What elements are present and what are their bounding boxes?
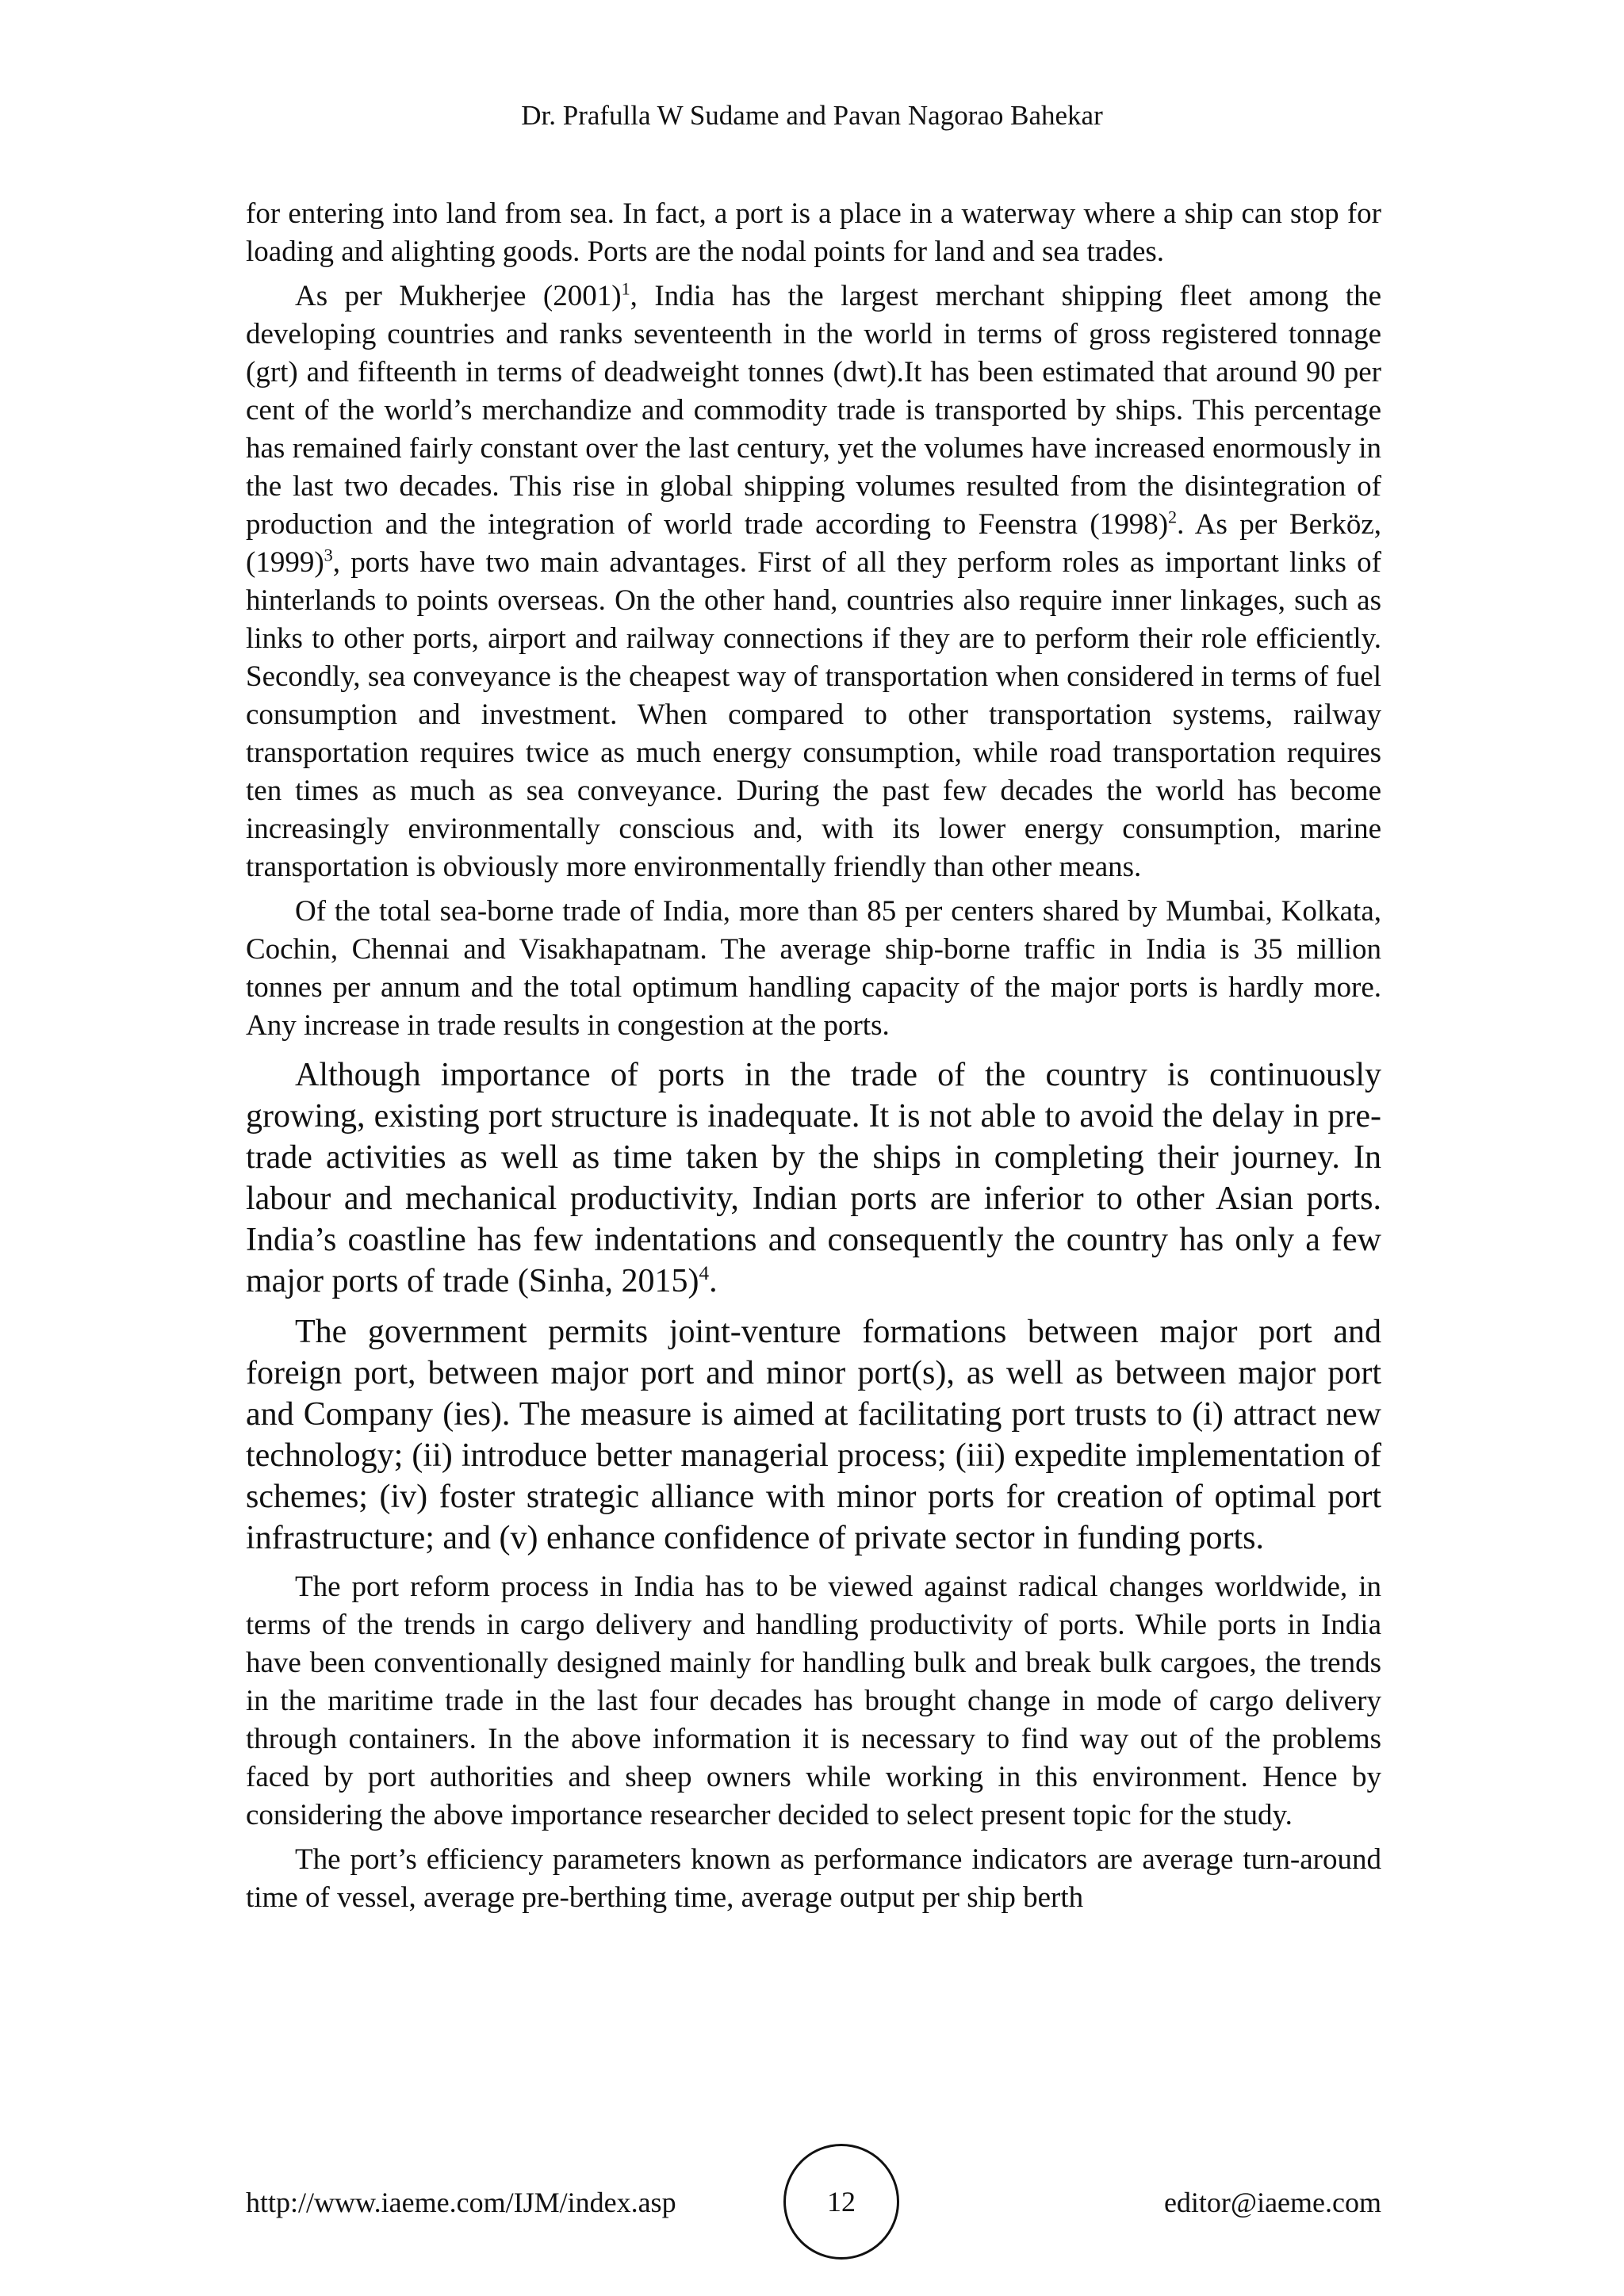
footnote-ref-1: 1 (621, 278, 630, 299)
paragraph-6: The port reform process in India has to be viewed against radical changes worldwide, in terms of the trends in cargo delivery and handling productivity of ports. While ports in India have been conventionally designed mainly for handling bulk and break bulk cargoes, the trends in the maritime trade in the last four decades has brought change in mode of cargo delivery through containers. In the above information it is necessary to find way out of the problems faced by port authorities and sheep owners while working in this environment. Hence by considering the above importance researcher decided to select present topic for the study. (246, 1571, 1381, 1831)
footnote-ref-2: 2 (1168, 507, 1178, 527)
p4-text-a: Although importance of ports in the trade of the country is continuously growing, existing port structure is inadequate. It is not able to avoid the delay in pre-trade activities as well as time taken by the ships in completing their journey. In labour and mechanical productivity, Indian ports are inferior to other Asian ports. India’s coastline has few indentations and consequently the country has only a few major ports of trade (Sinha, 2015) (246, 1057, 1381, 1299)
journal-url-link[interactable]: http://www.iaeme.com/IJM/index.asp (246, 2187, 676, 2218)
footnote-ref-3: 3 (324, 545, 333, 565)
article-body (246, 195, 1381, 1917)
paragraph-2 (246, 277, 1381, 886)
paragraph-7: The port’s efficiency parameters known as performance indicators are average turn-around time of vessel, average pre-berthing time, average output per ship berth (246, 1843, 1381, 1914)
p2-text-d: , ports have two main advantages. First of all they perform roles as important links of hinterlands to points overseas. On the other hand, countries also require inner linkages, such as links to other ports, airport and railway connections if they are to perform their role efficiently. Secondly, sea conveyance is the cheapest way of transportation when considered in terms of fuel consumption and investment. When compared to other transportation systems, railway transportation requires twice as much energy consumption, while road transportation requires ten times as much as sea conveyance. During the past few decades the world has become increasingly environmentally conscious and, with its lower energy consumption, marine transportation is obviously more environmentally friendly than other means. (246, 546, 1381, 883)
paragraph-3: Of the total sea-borne trade of India, more than 85 per centers shared by Mumbai, Kolkata, Cochin, Chennai and Visakhapatnam. The average ship-borne traffic in India is 35 million tonnes per annum and the total optimum handling capacity of the major ports is hardly more. Any increase in trade results in congestion at the ports. (246, 895, 1381, 1042)
paragraph-1: for entering into land from sea. In fact, a port is a place in a waterway where a ship can stop for loading and alighting goods. Ports are the nodal points for land and sea trades. (246, 197, 1381, 268)
paragraph-4 (246, 1054, 1381, 1302)
page-number (783, 2144, 899, 2260)
editor-email-link[interactable]: editor@iaeme.com (1163, 2187, 1381, 2218)
p4-text-b: . (709, 1263, 718, 1299)
p2-text-a: As per Mukherjee (2001) (295, 280, 622, 312)
page-footer (246, 2144, 1381, 2255)
p2-text-c: . As per Berköz, (1999) (246, 508, 1381, 579)
p2-text-b: , India has the largest merchant shipping fleet among the developing countries and ranks seventeenth in the world in terms of gross registered tonnage (grt) and fifteenth in terms of deadweight tonnes (dwt).It has been estimated that around 90 per cent of the world’s merchandize and commodity trade is transported by ships. This percentage has remained fairly constant over the last century, yet the volumes have increased enormously in the last two decades. This rise in global shipping volumes resulted from the disintegration of production and the integration of world trade according to Feenstra (1998) (246, 280, 1381, 541)
running-header: Dr. Prafulla W Sudame and Pavan Nagorao Bahekar (521, 100, 1103, 131)
paragraph-5: The government permits joint-venture formations between major port and foreign port, between major port and minor port(s), as well as between major port and Company (ies). The measure is aimed at facilitating port trusts to (i) attract new technology; (ii) introduce better managerial process; (iii) expedite implementation of schemes; (iv) foster strategic alliance with minor ports for creation of optimal port infrastructure; and (v) enhance confidence of private sector in funding ports. (246, 1314, 1381, 1556)
page-number-text: 12 (827, 2186, 856, 2218)
footnote-ref-4: 4 (699, 1263, 710, 1284)
